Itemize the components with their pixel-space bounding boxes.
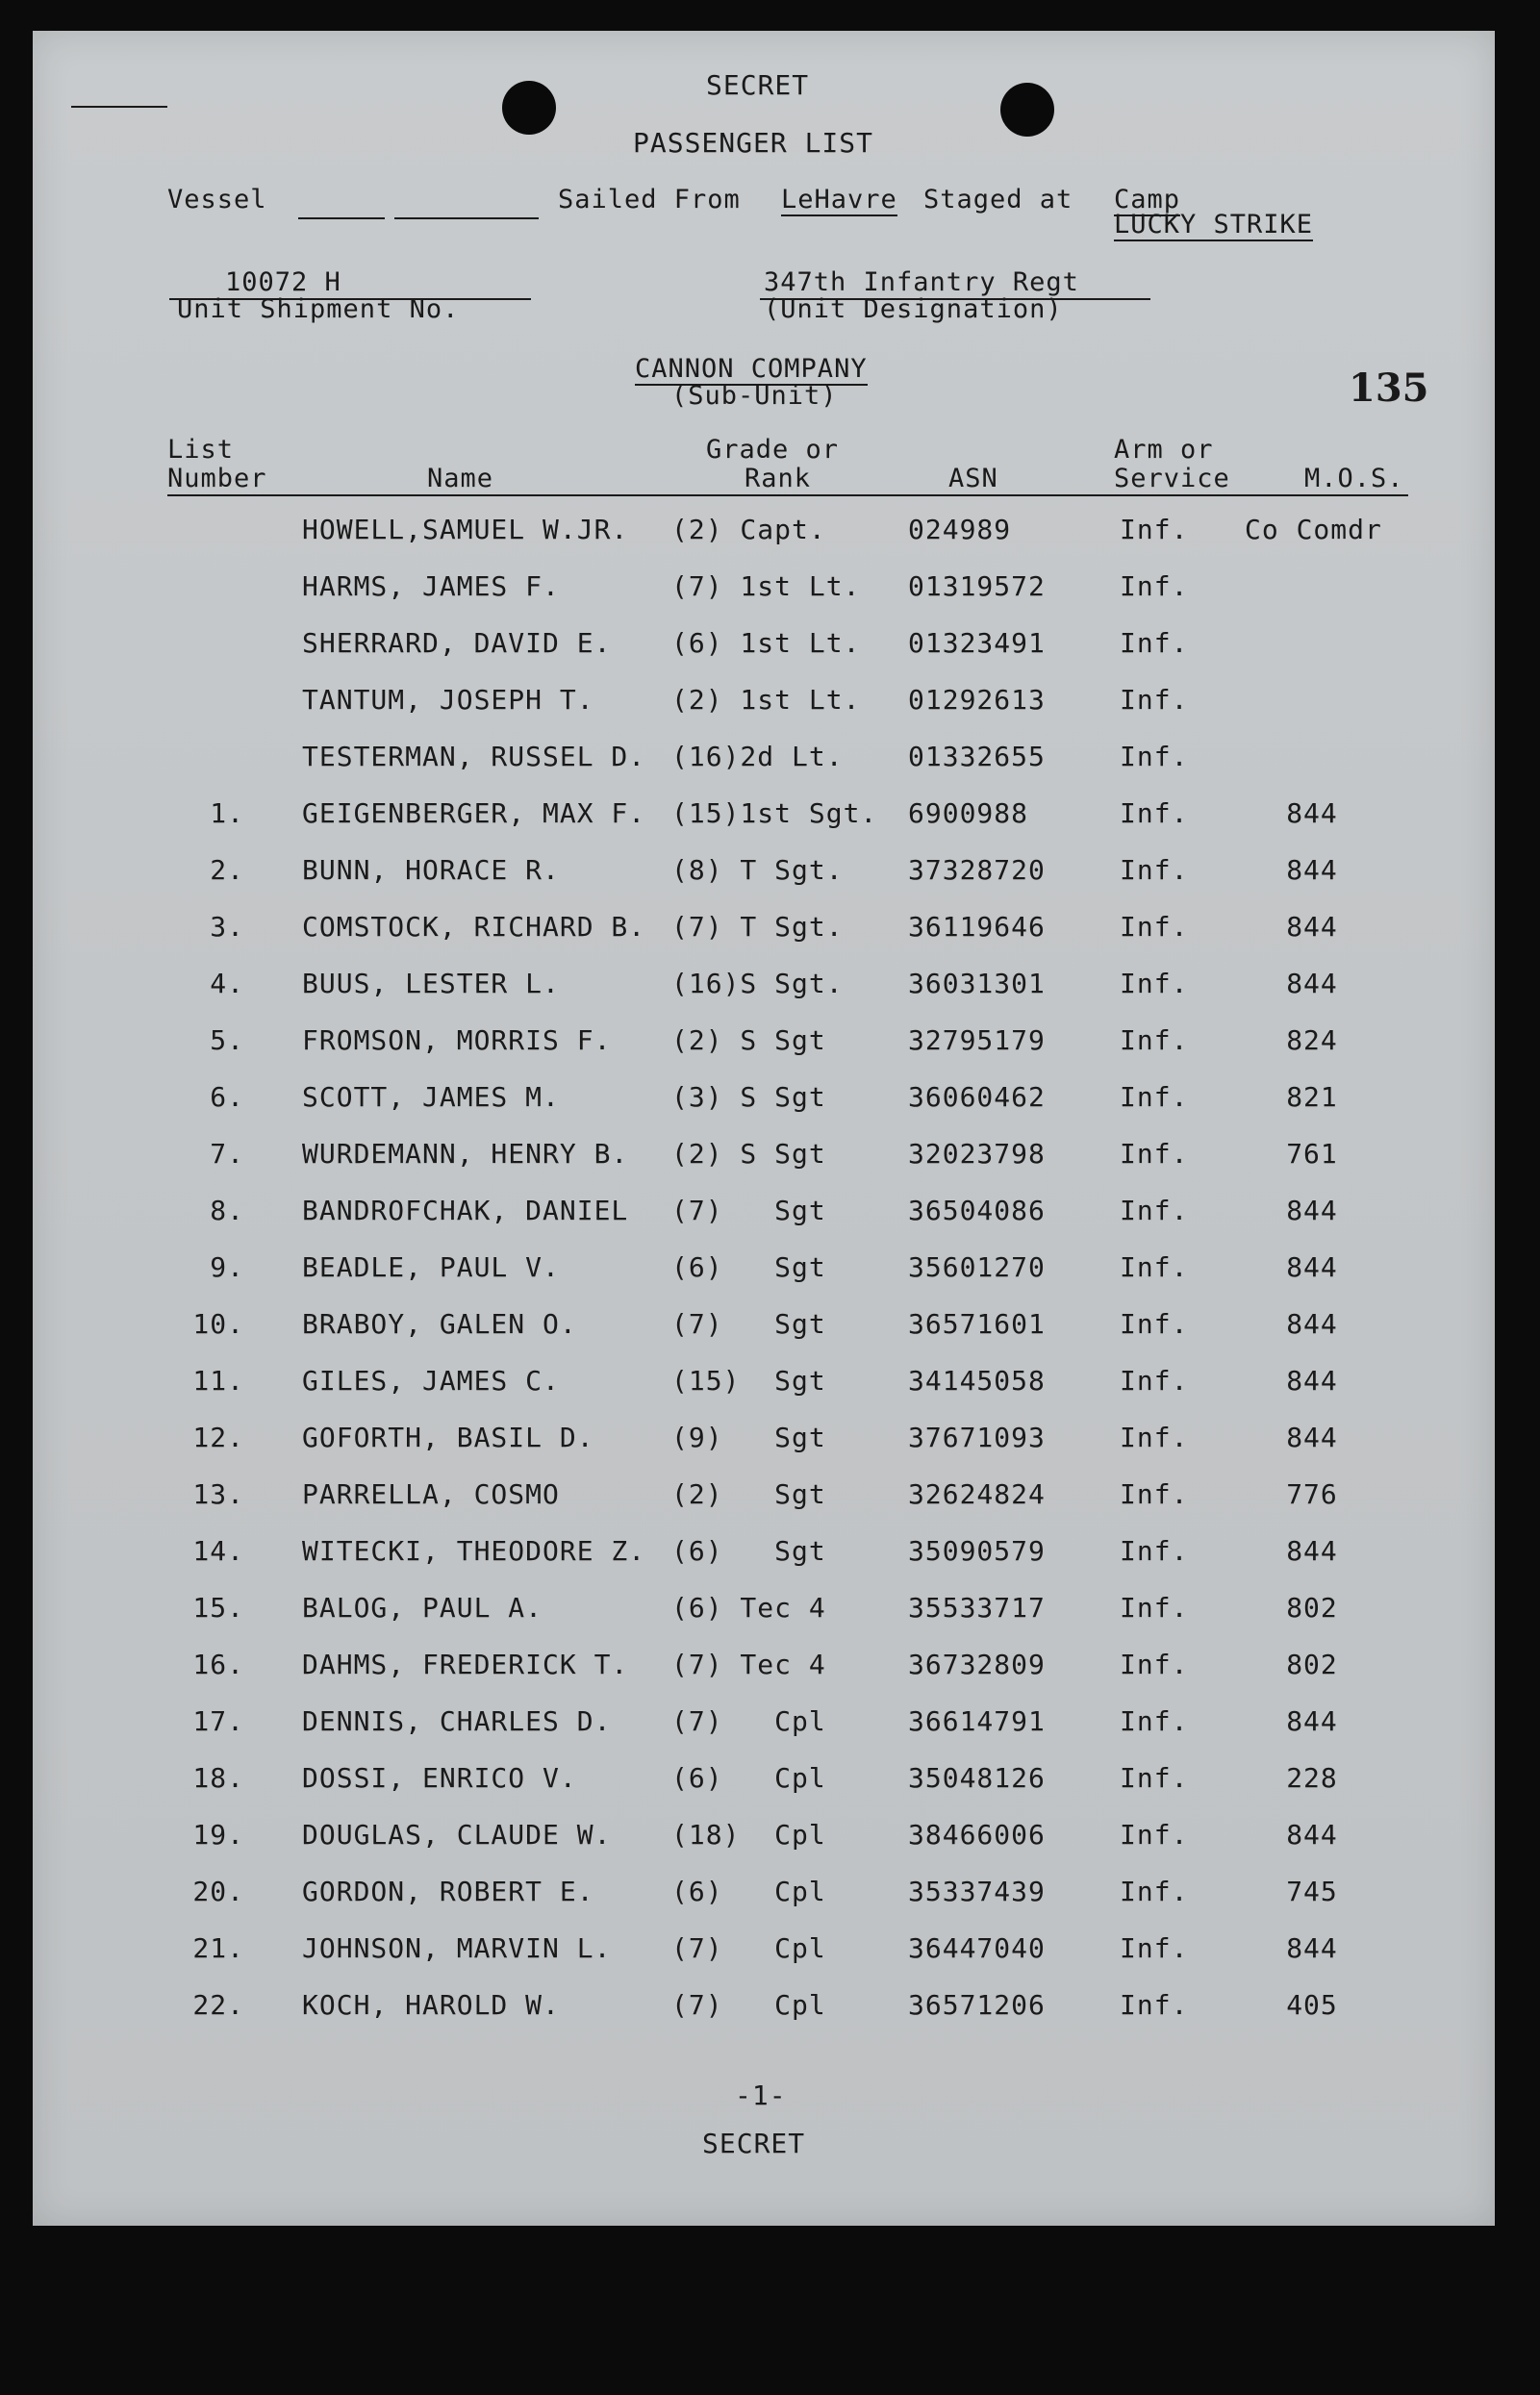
arm-cell: Inf. [1120,1705,1189,1737]
name-cell: DAHMS, FREDERICK T. [302,1649,629,1680]
mos-cell: 821 [1286,1081,1338,1113]
mos-cell: 228 [1286,1762,1338,1794]
grade-cell: (6) Sgt [671,1535,826,1567]
table-row [33,1876,1495,1914]
grade-cell: (7) Cpl [671,1932,826,1964]
mos-cell: 844 [1286,1308,1338,1340]
arm-cell: Inf. [1120,797,1189,829]
arm-cell: Inf. [1120,1251,1189,1283]
name-cell: COMSTOCK, RICHARD B. [302,911,646,943]
sailed-from-value: LeHavre [781,185,897,214]
arm-cell: Inf. [1120,911,1189,943]
asn-cell: 37671093 [908,1422,1046,1453]
header-arm-1: Arm or [1114,435,1214,465]
vessel-blank-2 [394,196,539,219]
table-row [33,1422,1495,1460]
arm-cell: Inf. [1120,570,1189,602]
table-row [33,1308,1495,1347]
list-number-cell: 6. [210,1081,244,1113]
mos-cell: 745 [1286,1876,1338,1907]
unit-shipment-label: Unit Shipment No. [177,294,460,324]
grade-cell: (15) Sgt [671,1365,826,1397]
table-row [33,684,1495,722]
arm-cell: Inf. [1120,1535,1189,1567]
name-cell: BRABOY, GALEN O. [302,1308,577,1340]
list-number-cell: 10. [192,1308,244,1340]
list-number-cell: 18. [192,1762,244,1794]
asn-cell: 32624824 [908,1478,1046,1510]
name-cell: WURDEMANN, HENRY B. [302,1138,629,1170]
mos-cell: 844 [1286,1535,1338,1567]
table-row [33,1989,1495,2028]
table-row [33,1819,1495,1857]
arm-cell: Inf. [1120,1024,1189,1056]
grade-cell: (2) Capt. [671,514,826,545]
page-title: PASSENGER LIST [633,127,874,159]
page-number: -1- [735,2080,787,2111]
grade-cell: (3) S Sgt [671,1081,826,1113]
asn-cell: 36447040 [908,1932,1046,1964]
asn-cell: 36119646 [908,911,1046,943]
asn-cell: 36571206 [908,1989,1046,2021]
list-number-cell: 11. [192,1365,244,1397]
document-page [33,31,1495,2226]
list-number-cell: 16. [192,1649,244,1680]
asn-cell: 01332655 [908,741,1046,772]
header-name: Name [427,464,494,493]
list-number-cell: 17. [192,1705,244,1737]
grade-cell: (7) Cpl [671,1705,826,1737]
mos-cell: Co Comdr [1245,514,1382,545]
arm-cell: Inf. [1120,1365,1189,1397]
asn-cell: 35048126 [908,1762,1046,1794]
mos-cell: 824 [1286,1024,1338,1056]
table-row [33,854,1495,893]
arm-cell: Inf. [1120,1422,1189,1453]
table-row [33,1195,1495,1233]
arm-cell: Inf. [1120,627,1189,659]
mos-cell: 844 [1286,1819,1338,1851]
list-number-cell: 7. [210,1138,244,1170]
name-cell: PARRELLA, COSMO [302,1478,560,1510]
name-cell: DOSSI, ENRICO V. [302,1762,577,1794]
table-row [33,968,1495,1006]
arm-cell: Inf. [1120,1762,1189,1794]
arm-cell: Inf. [1120,1308,1189,1340]
classification-top: SECRET [706,69,810,101]
arm-cell: Inf. [1120,1195,1189,1226]
table-row [33,1932,1495,1971]
name-cell: BANDROFCHAK, DANIEL [302,1195,629,1226]
mos-cell: 844 [1286,854,1338,886]
table-row [33,1478,1495,1517]
asn-cell: 35090579 [908,1535,1046,1567]
grade-cell: (2) S Sgt [671,1138,826,1170]
table-row [33,797,1495,836]
name-cell: GILES, JAMES C. [302,1365,560,1397]
grade-cell: (15)1st Sgt. [671,797,878,829]
sailed-from-label: Sailed From [558,185,741,214]
grade-cell: (6) Cpl [671,1762,826,1794]
arm-cell: Inf. [1120,1819,1189,1851]
table-row [33,1024,1495,1063]
mos-cell: 761 [1286,1138,1338,1170]
arm-cell: Inf. [1120,1649,1189,1680]
arm-cell: Inf. [1120,684,1189,716]
name-cell: WITECKI, THEODORE Z. [302,1535,646,1567]
arm-cell: Inf. [1120,1081,1189,1113]
name-cell: KOCH, HAROLD W. [302,1989,560,2021]
asn-cell: 01292613 [908,684,1046,716]
grade-cell: (2) 1st Lt. [671,684,861,716]
table-row [33,627,1495,666]
asn-cell: 36732809 [908,1649,1046,1680]
header-arm-2: Service [1114,464,1230,493]
mos-cell: 844 [1286,1365,1338,1397]
table-row [33,1705,1495,1744]
mos-cell: 844 [1286,797,1338,829]
unit-designation-value: 347th Infantry Regt [764,267,1079,297]
corner-mark [71,106,167,108]
arm-cell: Inf. [1120,1932,1189,1964]
mos-cell: 844 [1286,1932,1338,1964]
list-number-cell: 8. [210,1195,244,1226]
asn-cell: 37328720 [908,854,1046,886]
asn-cell: 34145058 [908,1365,1046,1397]
mos-cell: 802 [1286,1592,1338,1624]
grade-cell: (7) Tec 4 [671,1649,826,1680]
name-cell: GORDON, ROBERT E. [302,1876,594,1907]
grade-cell: (6) Sgt [671,1251,826,1283]
grade-cell: (2) S Sgt [671,1024,826,1056]
mos-cell: 844 [1286,1422,1338,1453]
grade-cell: (7) 1st Lt. [671,570,861,602]
name-cell: HARMS, JAMES F. [302,570,560,602]
mos-cell: 844 [1286,1251,1338,1283]
table-row [33,1592,1495,1630]
name-cell: FROMSON, MORRIS F. [302,1024,612,1056]
grade-cell: (8) T Sgt. [671,854,844,886]
vessel-label: Vessel [167,185,267,214]
vessel-blank-1 [298,196,385,219]
asn-cell: 36504086 [908,1195,1046,1226]
list-number-cell: 1. [210,797,244,829]
asn-cell: 35533717 [908,1592,1046,1624]
header-mos: M.O.S. [1304,464,1404,493]
header-asn: ASN [948,464,998,493]
asn-cell: 36571601 [908,1308,1046,1340]
table-row [33,1649,1495,1687]
asn-cell: 36060462 [908,1081,1046,1113]
grade-cell: (16)2d Lt. [671,741,844,772]
table-row [33,1251,1495,1290]
asn-cell: 01323491 [908,627,1046,659]
staged-at-value-1: Camp [1114,185,1181,214]
asn-cell: 01319572 [908,570,1046,602]
grade-cell: (16)S Sgt. [671,968,844,999]
punch-hole-left [502,81,556,135]
grade-cell: (6) 1st Lt. [671,627,861,659]
sub-unit-value: CANNON COMPANY [635,354,868,384]
header-grade-1: Grade or [706,435,840,465]
name-cell: TANTUM, JOSEPH T. [302,684,594,716]
asn-cell: 36031301 [908,968,1046,999]
list-number-cell: 3. [210,911,244,943]
table-row [33,570,1495,609]
table-row [33,514,1495,552]
table-row [33,1138,1495,1176]
grade-cell: (7) Cpl [671,1989,826,2021]
asn-cell: 35601270 [908,1251,1046,1283]
arm-cell: Inf. [1120,1876,1189,1907]
name-cell: SHERRARD, DAVID E. [302,627,612,659]
sub-unit-label: (Sub-Unit) [671,381,838,411]
table-row [33,1535,1495,1574]
list-number-cell: 19. [192,1819,244,1851]
header-list-number-1: List [167,435,235,465]
arm-cell: Inf. [1120,968,1189,999]
list-number-cell: 2. [210,854,244,886]
arm-cell: Inf. [1120,854,1189,886]
mos-cell: 844 [1286,1195,1338,1226]
list-number-cell: 14. [192,1535,244,1567]
grade-cell: (6) Tec 4 [671,1592,826,1624]
arm-cell: Inf. [1120,1478,1189,1510]
staged-at-value-2: LUCKY STRIKE [1114,210,1314,240]
grade-cell: (7) Sgt [671,1195,826,1226]
name-cell: BALOG, PAUL A. [302,1592,543,1624]
name-cell: BUNN, HORACE R. [302,854,560,886]
asn-cell: 35337439 [908,1876,1046,1907]
staged-at-label: Staged at [923,185,1073,214]
list-number-cell: 5. [210,1024,244,1056]
name-cell: TESTERMAN, RUSSEL D. [302,741,646,772]
list-number-cell: 13. [192,1478,244,1510]
grade-cell: (18) Cpl [671,1819,826,1851]
mos-cell: 405 [1286,1989,1338,2021]
arm-cell: Inf. [1120,1989,1189,2021]
name-cell: JOHNSON, MARVIN L. [302,1932,612,1964]
table-row [33,1762,1495,1801]
table-row [33,911,1495,949]
asn-cell: 024989 [908,514,1012,545]
grade-cell: (6) Cpl [671,1876,826,1907]
grade-cell: (7) T Sgt. [671,911,844,943]
list-number-cell: 4. [210,968,244,999]
header-list-number-2: Number [167,464,267,493]
asn-cell: 32795179 [908,1024,1046,1056]
name-cell: GEIGENBERGER, MAX F. [302,797,646,829]
asn-cell: 32023798 [908,1138,1046,1170]
punch-hole-right [1000,83,1054,137]
table-row [33,1365,1495,1403]
arm-cell: Inf. [1120,1138,1189,1170]
name-cell: BEADLE, PAUL V. [302,1251,560,1283]
asn-cell: 6900988 [908,797,1029,829]
table-row [33,1081,1495,1120]
mos-cell: 844 [1286,968,1338,999]
arm-cell: Inf. [1120,1592,1189,1624]
name-cell: DENNIS, CHARLES D. [302,1705,612,1737]
name-cell: HOWELL,SAMUEL W.JR. [302,514,629,545]
grade-cell: (7) Sgt [671,1308,826,1340]
mos-cell: 802 [1286,1649,1338,1680]
asn-cell: 36614791 [908,1705,1046,1737]
name-cell: DOUGLAS, CLAUDE W. [302,1819,612,1851]
name-cell: GOFORTH, BASIL D. [302,1422,594,1453]
list-number-cell: 15. [192,1592,244,1624]
name-cell: SCOTT, JAMES M. [302,1081,560,1113]
table-row [33,741,1495,779]
unit-shipment-value: 10072 H [225,267,341,297]
asn-cell: 38466006 [908,1819,1046,1851]
list-number-cell: 12. [192,1422,244,1453]
arm-cell: Inf. [1120,741,1189,772]
grade-cell: (2) Sgt [671,1478,826,1510]
mos-cell: 844 [1286,911,1338,943]
header-rule [167,494,1408,496]
list-number-cell: 20. [192,1876,244,1907]
grade-cell: (9) Sgt [671,1422,826,1453]
unit-designation-label: (Unit Designation) [764,294,1063,324]
mos-cell: 776 [1286,1478,1338,1510]
list-number-cell: 9. [210,1251,244,1283]
list-number-cell: 22. [192,1989,244,2021]
arm-cell: Inf. [1120,514,1189,545]
list-number-cell: 21. [192,1932,244,1964]
name-cell: BUUS, LESTER L. [302,968,560,999]
page-stamp: 135 [1349,366,1429,411]
mos-cell: 844 [1286,1705,1338,1737]
classification-bottom: SECRET [702,2128,806,2159]
header-grade-2: Rank [745,464,812,493]
